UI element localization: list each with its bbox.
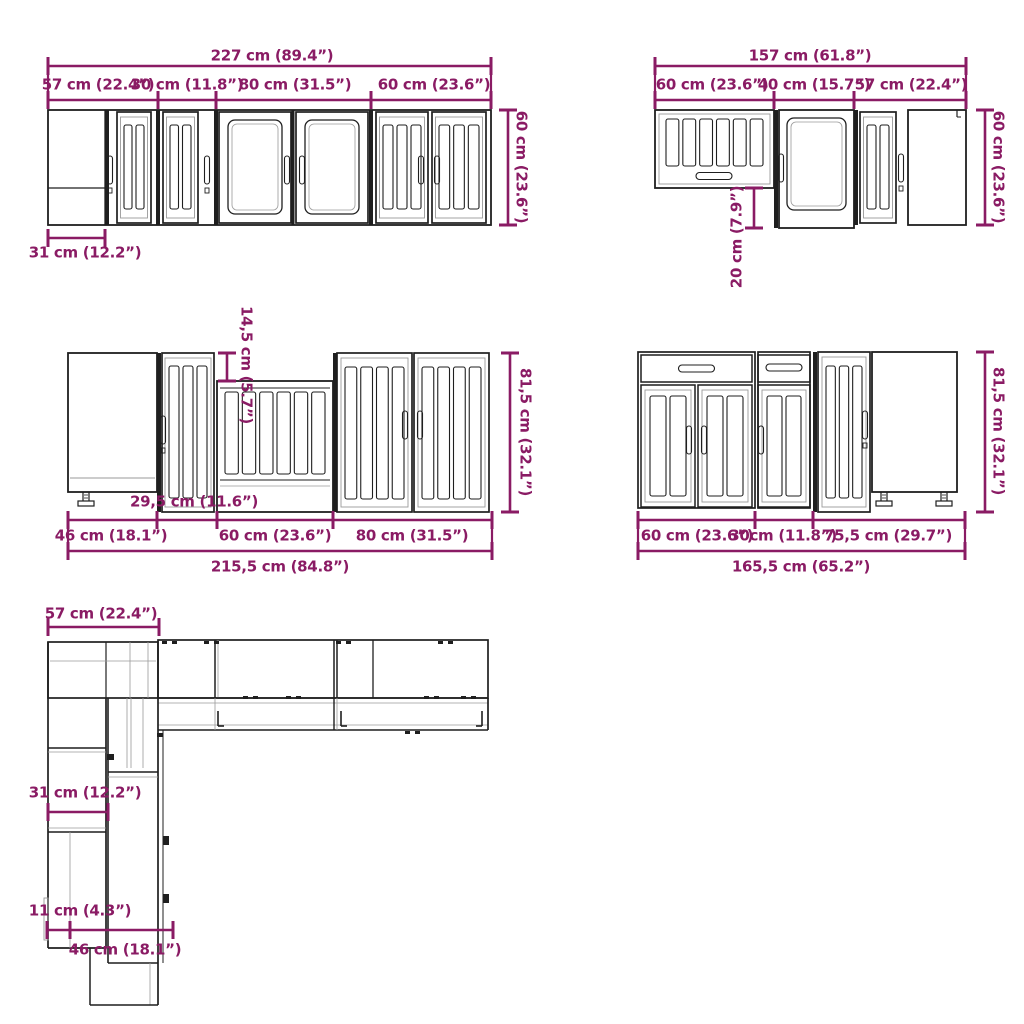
dim-total-wall-left: 227 cm (89.4”) (210, 46, 334, 65)
dim-bottom-plan: 46 cm (18.1”) (68, 940, 182, 959)
dim-narrow-base-left: 29,5 cm (11.6”) (129, 492, 259, 511)
dim-small-plan: 11 cm (4.3”) (28, 901, 132, 920)
dim-seg1-wall-left: 57 cm (22.4”) (41, 75, 155, 94)
dim-height-base-left: 81,5 cm (32.1”) (516, 367, 535, 497)
dim-seg1-base-left: 46 cm (18.1”) (54, 526, 168, 545)
dim-seg3-wall-right: 57 cm (22.4”) (854, 75, 968, 94)
dim-seg3-base-left: 80 cm (31.5”) (355, 526, 469, 545)
dim-total-base-left: 215,5 cm (84.8”) (210, 557, 350, 576)
dim-seg3-base-right: 75,5 cm (29.7”) (823, 526, 953, 545)
dim-seg1-wall-right: 60 cm (23.6”) (655, 75, 769, 94)
dim-seg2-base-left: 60 cm (23.6”) (218, 526, 332, 545)
dim-height-wall-right: 60 cm (23.6”) (989, 110, 1008, 224)
dim-seg3-wall-left: 80 cm (31.5”) (238, 75, 352, 94)
dim-depth-wall-left: 31 cm (12.2”) (28, 243, 142, 262)
dim-total-wall-right: 157 cm (61.8”) (748, 46, 872, 65)
dim-depth-plan: 31 cm (12.2”) (28, 783, 142, 802)
dim-width-plan: 57 cm (22.4”) (44, 604, 158, 623)
dim-gap-wall-right: 20 cm (7.9”) (727, 185, 746, 289)
dim-recess-base-left: 14,5 cm (5.7”) (237, 306, 256, 424)
dim-total-base-right: 165,5 cm (65.2”) (731, 557, 871, 576)
dim-seg1-base-right: 60 cm (23.6”) (640, 526, 754, 545)
dim-seg2-base-right: 30cm (11.8”) (729, 526, 837, 545)
dim-seg4-wall-left: 60 cm (23.6”) (377, 75, 491, 94)
dim-height-wall-left: 60 cm (23.6”) (512, 110, 531, 224)
dim-seg2-wall-right: 40 cm (15.7”) (757, 75, 871, 94)
dim-height-base-right: 81,5 cm (32.1”) (989, 366, 1008, 496)
dim-seg2-wall-left: 30 cm (11.8”) (130, 75, 244, 94)
